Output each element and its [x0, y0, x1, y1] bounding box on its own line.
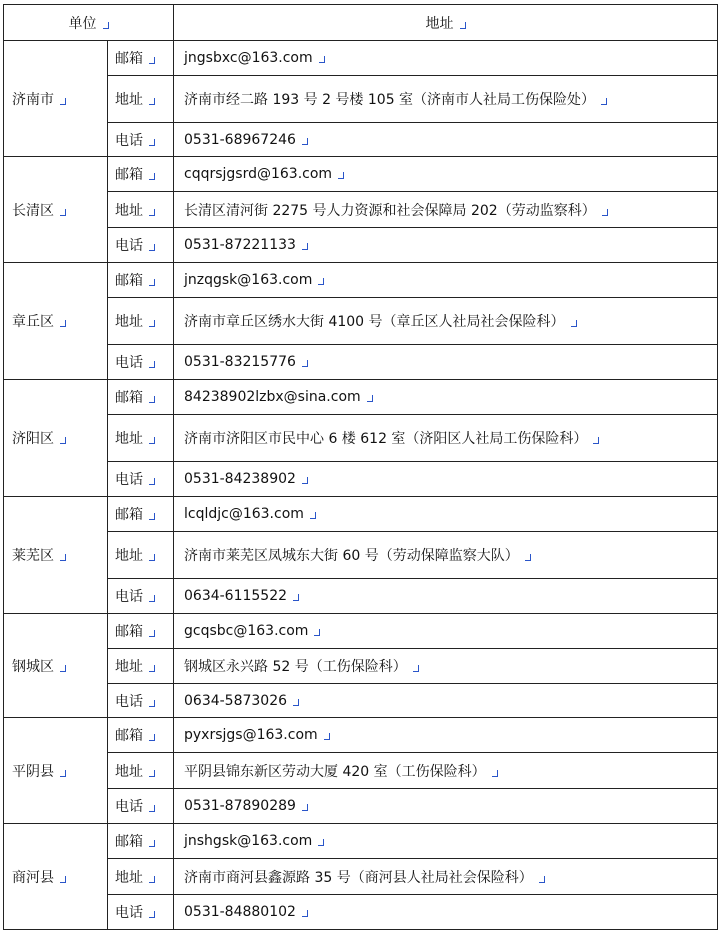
paragraph-mark-icon [149, 734, 155, 741]
unit-cell [4, 718, 108, 824]
email-value [174, 157, 718, 192]
header-row [4, 5, 718, 41]
table-row [4, 380, 718, 415]
paragraph-mark-icon [149, 840, 155, 847]
table-body [4, 41, 718, 930]
phone-value [174, 895, 718, 930]
paragraph-mark-icon [149, 595, 155, 602]
address-value [174, 298, 718, 345]
paragraph-mark-icon [149, 437, 155, 444]
table-row [4, 415, 718, 462]
table-row [4, 76, 718, 123]
unit-cell-text: 章丘区 [12, 314, 54, 330]
paragraph-mark-icon [593, 437, 599, 444]
paragraph-mark-icon [310, 512, 316, 519]
paragraph-mark-icon [149, 876, 155, 883]
email-value-text: cqqrsjgsrd@163.com [184, 166, 333, 182]
phone-value-text: 0531-68967246 [184, 131, 296, 148]
phone-value-text: 0531-87221133 [184, 237, 296, 253]
table-row [4, 192, 718, 228]
address-label-text: 地址 [115, 92, 143, 108]
address-label-text: 地址 [115, 314, 143, 330]
address-value [174, 532, 718, 579]
paragraph-mark-icon [149, 630, 155, 637]
address-label-text: 地址 [115, 763, 143, 780]
table-row [4, 614, 718, 649]
address-label [108, 649, 174, 684]
unit-cell [4, 380, 108, 497]
unit-cell-text: 莱芜区 [12, 548, 54, 564]
header-unit [4, 5, 174, 41]
address-value [174, 859, 718, 895]
address-label [108, 192, 174, 228]
paragraph-mark-icon [60, 665, 66, 672]
phone-value [174, 462, 718, 497]
paragraph-mark-icon [460, 22, 466, 29]
phone-value [174, 123, 718, 157]
address-value [174, 192, 718, 228]
table-row [4, 789, 718, 824]
paragraph-mark-icon [149, 478, 155, 485]
paragraph-mark-icon [318, 839, 324, 846]
table-row [4, 298, 718, 345]
paragraph-mark-icon [149, 700, 155, 707]
address-label-text: 地址 [115, 869, 143, 886]
phone-value [174, 789, 718, 824]
phone-value-text: 0531-83215776 [184, 354, 296, 370]
address-value-text: 长清区清河街 2275 号人力资源和社会保障局 202（劳动监察科） [184, 202, 596, 219]
email-value-text: jngsbxc@163.com [184, 50, 313, 66]
unit-cell-text: 平阴县 [12, 763, 54, 780]
paragraph-mark-icon [413, 665, 419, 672]
paragraph-mark-icon [318, 278, 324, 285]
paragraph-mark-icon [314, 629, 320, 636]
header-unit-text: 单位 [68, 15, 97, 32]
phone-value [174, 684, 718, 718]
phone-label [108, 579, 174, 614]
paragraph-mark-icon [539, 876, 545, 883]
paragraph-mark-icon [367, 395, 373, 402]
address-value-text: 济南市经二路 193 号 2 号楼 105 室（济南市人社局工伤保险处） [184, 92, 596, 108]
paragraph-mark-icon [149, 209, 155, 216]
phone-label [108, 228, 174, 263]
address-label-text: 地址 [115, 202, 143, 219]
table-row [4, 684, 718, 718]
paragraph-mark-icon [149, 554, 155, 561]
phone-label [108, 345, 174, 380]
address-value-text: 钢城区永兴路 52 号（工伤保险科） [184, 659, 407, 675]
paragraph-mark-icon [149, 770, 155, 777]
paragraph-mark-icon [60, 554, 66, 561]
email-value [174, 263, 718, 298]
phone-value [174, 345, 718, 380]
phone-label [108, 789, 174, 824]
email-label-text: 邮箱 [115, 167, 143, 183]
paragraph-mark-icon [319, 56, 325, 63]
paragraph-mark-icon [293, 594, 299, 601]
table-row [4, 497, 718, 532]
unit-cell-text: 长清区 [12, 202, 54, 219]
phone-label-text: 电话 [115, 693, 143, 710]
email-label [108, 263, 174, 298]
email-value [174, 718, 718, 753]
paragraph-mark-icon [525, 554, 531, 561]
paragraph-mark-icon [571, 320, 577, 327]
paragraph-mark-icon [60, 209, 66, 216]
address-label [108, 76, 174, 123]
email-value-text: lcqldjc@163.com [184, 506, 304, 522]
address-label [108, 415, 174, 462]
paragraph-mark-icon [601, 98, 607, 105]
email-label [108, 824, 174, 859]
phone-label [108, 895, 174, 930]
email-label-text: 邮箱 [115, 273, 143, 289]
unit-cell [4, 497, 108, 614]
table-row [4, 718, 718, 753]
table-row [4, 649, 718, 684]
phone-label [108, 462, 174, 497]
paragraph-mark-icon [302, 477, 308, 484]
email-label-text: 邮箱 [115, 507, 143, 523]
phone-label-text: 电话 [115, 355, 143, 371]
email-value [174, 41, 718, 76]
paragraph-mark-icon [302, 138, 308, 145]
phone-label-text: 电话 [115, 589, 143, 605]
table-row [4, 462, 718, 497]
address-label-text: 地址 [115, 548, 143, 564]
email-label [108, 380, 174, 415]
phone-value-text: 0634-6115522 [184, 588, 288, 604]
address-label [108, 859, 174, 895]
table-row [4, 895, 718, 930]
unit-cell-text: 商河县 [12, 869, 54, 886]
paragraph-mark-icon [149, 361, 155, 368]
paragraph-mark-icon [60, 770, 66, 777]
unit-cell [4, 41, 108, 157]
address-value [174, 76, 718, 123]
table-row [4, 532, 718, 579]
email-label-text: 邮箱 [115, 834, 143, 850]
address-value [174, 649, 718, 684]
phone-label-text: 电话 [115, 905, 143, 921]
email-value-text: pyxrsjgs@163.com [184, 727, 318, 743]
table-row [4, 824, 718, 859]
email-label-text: 邮箱 [115, 728, 143, 744]
paragraph-mark-icon [492, 770, 498, 777]
unit-cell-text: 济南市 [12, 91, 54, 108]
email-value-text: jnshgsk@163.com [184, 833, 313, 849]
header-address [174, 5, 718, 41]
paragraph-mark-icon [149, 513, 155, 520]
phone-label-text: 电话 [115, 799, 143, 815]
email-label-text: 邮箱 [115, 51, 143, 67]
paragraph-mark-icon [149, 665, 155, 672]
paragraph-mark-icon [60, 98, 66, 105]
address-value-text: 济南市济阳区市民中心 6 楼 612 室（济阳区人社局工伤保险科） [184, 431, 588, 447]
address-value-text: 济南市莱芜区凤城东大街 60 号（劳动保障监察大队） [184, 548, 519, 564]
table-row [4, 228, 718, 263]
table-row [4, 123, 718, 157]
paragraph-mark-icon [293, 699, 299, 706]
paragraph-mark-icon [302, 910, 308, 917]
address-label [108, 753, 174, 789]
unit-cell [4, 157, 108, 263]
address-value-text: 济南市章丘区绣水大街 4100 号（章丘区人社局社会保险科） [184, 314, 565, 330]
address-label [108, 298, 174, 345]
paragraph-mark-icon [149, 139, 155, 146]
paragraph-mark-icon [602, 209, 608, 216]
paragraph-mark-icon [149, 279, 155, 286]
paragraph-mark-icon [324, 733, 330, 740]
header-address-text: 地址 [425, 15, 454, 32]
table-row [4, 263, 718, 298]
unit-cell [4, 263, 108, 380]
email-value [174, 380, 718, 415]
paragraph-mark-icon [149, 244, 155, 251]
email-value [174, 614, 718, 649]
phone-label [108, 123, 174, 157]
email-label [108, 41, 174, 76]
phone-label-text: 电话 [115, 132, 143, 149]
address-label-text: 地址 [115, 431, 143, 447]
email-value [174, 497, 718, 532]
address-label [108, 532, 174, 579]
email-value-text: gcqsbc@163.com [184, 623, 309, 639]
address-value-text: 平阴县锦东新区劳动大厦 420 室（工伤保险科） [184, 763, 486, 780]
paragraph-mark-icon [149, 98, 155, 105]
phone-label-text: 电话 [115, 238, 143, 254]
email-label [108, 718, 174, 753]
email-label [108, 614, 174, 649]
address-label-text: 地址 [115, 659, 143, 675]
unit-cell-text: 济阳区 [12, 431, 54, 447]
phone-value [174, 579, 718, 614]
paragraph-mark-icon [149, 805, 155, 812]
email-label-text: 邮箱 [115, 624, 143, 640]
paragraph-mark-icon [149, 320, 155, 327]
paragraph-mark-icon [149, 396, 155, 403]
paragraph-mark-icon [338, 172, 344, 179]
table-row [4, 41, 718, 76]
paragraph-mark-icon [60, 876, 66, 883]
unit-cell [4, 824, 108, 930]
phone-label-text: 电话 [115, 472, 143, 488]
table-row [4, 157, 718, 192]
table-row [4, 345, 718, 380]
email-label [108, 157, 174, 192]
table-row [4, 753, 718, 789]
email-value-text: jnzqgsk@163.com [184, 272, 313, 288]
table-row [4, 579, 718, 614]
paragraph-mark-icon [302, 360, 308, 367]
address-value [174, 753, 718, 789]
paragraph-mark-icon [60, 320, 66, 327]
contact-table [3, 4, 718, 930]
phone-value-text: 0531-84238902 [184, 471, 296, 487]
email-label-text: 邮箱 [115, 390, 143, 406]
phone-value-text: 0634-5873026 [184, 692, 288, 709]
phone-label [108, 684, 174, 718]
paragraph-mark-icon [149, 173, 155, 180]
email-label [108, 497, 174, 532]
table-row [4, 859, 718, 895]
unit-cell [4, 614, 108, 718]
paragraph-mark-icon [302, 243, 308, 250]
paragraph-mark-icon [302, 804, 308, 811]
phone-value-text: 0531-84880102 [184, 904, 296, 920]
paragraph-mark-icon [60, 437, 66, 444]
phone-value-text: 0531-87890289 [184, 798, 296, 814]
address-value [174, 415, 718, 462]
address-value-text: 济南市商河县鑫源路 35 号（商河县人社局社会保险科） [184, 869, 533, 886]
unit-cell-text: 钢城区 [12, 658, 54, 675]
paragraph-mark-icon [149, 911, 155, 918]
email-value [174, 824, 718, 859]
paragraph-mark-icon [103, 22, 109, 29]
paragraph-mark-icon [149, 57, 155, 64]
email-value-text: 84238902lzbx@sina.com [184, 389, 361, 405]
phone-value [174, 228, 718, 263]
